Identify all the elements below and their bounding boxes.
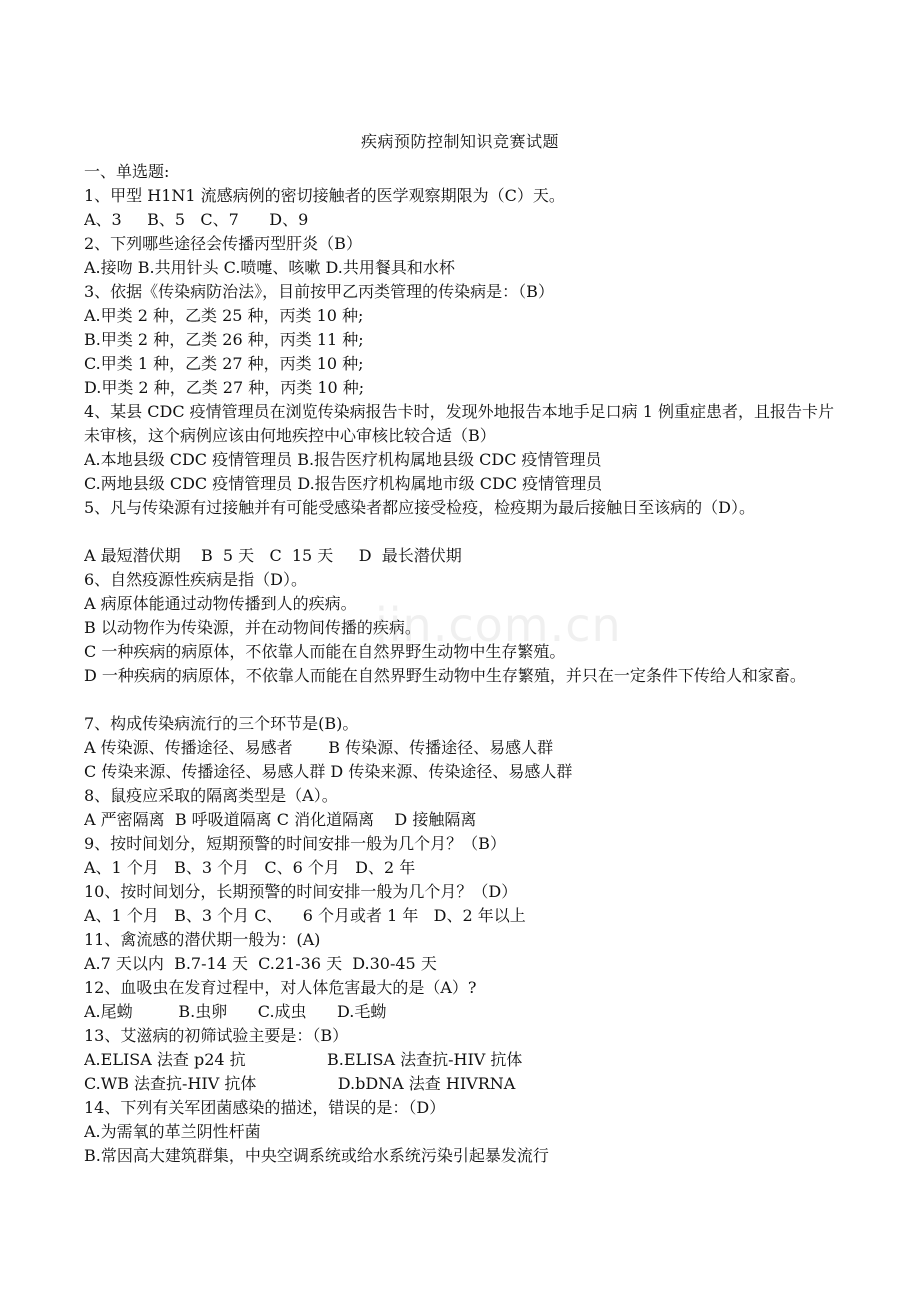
text-line: A 病原体能通过动物传播到人的疾病。 <box>84 594 357 613</box>
text-line: 14、下列有关军团菌感染的描述，错误的是：（D） <box>84 1098 446 1117</box>
text-line: D 一种疾病的病原体，不依靠人而能在自然界野生动物中生存繁殖，并只在一定条件下传给人和家畜。 <box>84 666 806 685</box>
text-line: A 严密隔离 B 呼吸道隔离 C 消化道隔离 D 接触隔离 <box>84 810 477 829</box>
text-line: 3、依据《传染病防治法》，目前按甲乙丙类管理的传染病是：（B） <box>84 282 554 301</box>
text-line: A、3 B、5 C、7 D、9 <box>84 210 309 229</box>
text-line: 一、单选题: <box>84 162 170 181</box>
text-line: A 传染源、传播途径、易感者 B 传染源、传播途径、易感人群 <box>84 738 554 757</box>
text-line: 8、鼠疫应采取的隔离类型是（A）。 <box>84 786 338 805</box>
watermark-text: jin.com.cn <box>375 598 622 652</box>
text-line: C 传染来源、传播途径、易感人群 D 传染来源、传染途径、易感人群 <box>84 762 573 781</box>
text-line: A.接吻 B.共用针头 C.喷嚏、咳嗽 D.共用餐具和水杯 <box>84 258 455 277</box>
text-line: C.甲类 1 种，乙类 27 种，丙类 10 种; <box>84 354 364 373</box>
text-line: 9、按时间划分，短期预警的时间安排一般为几个月？（B） <box>84 834 506 853</box>
text-line: A.尾蚴 B.虫卵 C.成虫 D.毛蚴 <box>84 1002 387 1021</box>
text-line: B.常因高大建筑群集，中央空调系统或给水系统污染引起暴发流行 <box>84 1146 549 1165</box>
text-line: 12、血吸虫在发育过程中，对人体危害最大的是（A）? <box>84 978 477 997</box>
text-line: C.两地县级 CDC 疫情管理员 D.报告医疗机构属地市级 CDC 疫情管理员 <box>84 474 603 493</box>
text-line: 4、某县 CDC 疫情管理员在浏览传染病报告卡时，发现外地报告本地手足口病 1 例重症患者，且报告卡片未审核，这个病例应该由何地疾控中心审核比较合适（B） <box>84 402 835 445</box>
text-line: 6、自然疫源性疾病是指（D）。 <box>84 570 308 589</box>
text-line: A.ELISA 法查 p24 抗 B.ELISA 法查抗-HIV 抗体 <box>84 1050 523 1069</box>
text-line: A 最短潜伏期 B 5 天 C 15 天 D 最长潜伏期 <box>84 546 462 565</box>
text-line: 1、甲型 H1N1 流感病例的密切接触者的医学观察期限为（C）天。 <box>84 186 565 205</box>
text-line: B.甲类 2 种，乙类 26 种，丙类 11 种; <box>84 330 364 349</box>
text-line: B 以动物作为传染源，并在动物间传播的疾病。 <box>84 618 421 637</box>
text-line: 11、禽流感的潜伏期一般为：(A) <box>84 930 321 949</box>
page-title: 疾病预防控制知识竞赛试题 <box>360 132 559 151</box>
text-line: A.7 天以内 B.7-14 天 C.21-36 天 D.30-45 天 <box>84 954 437 973</box>
text-line: C.WB 法查抗-HIV 抗体 D.bDNA 法查 HIVRNA <box>84 1074 516 1093</box>
text-line: A、1 个月 B、3 个月 C、6 个月 D、2 年 <box>84 858 416 877</box>
text-line: A.甲类 2 种，乙类 25 种，丙类 10 种; <box>84 306 364 325</box>
text-line: 2、下列哪些途径会传播丙型肝炎（B） <box>84 234 362 253</box>
text-line: C 一种疾病的病原体，不依靠人而能在自然界野生动物中生存繁殖。 <box>84 642 566 661</box>
text-line: A.为需氧的革兰阴性杆菌 <box>84 1122 261 1141</box>
text-line: A、1 个月 B、3 个月 C、 6 个月或者 1 年 D、2 年以上 <box>84 906 526 925</box>
text-line: 7、构成传染病流行的三个环节是(B)。 <box>84 714 359 733</box>
text-line: 5、凡与传染源有过接触并有可能受感染者都应接受检疫，检疫期为最后接触日至该病的（D）。 <box>84 498 756 517</box>
text-line: 10、按时间划分，长期预警的时间安排一般为几个月？（D） <box>84 882 518 901</box>
text-line: 13、艾滋病的初筛试验主要是：（B） <box>84 1026 349 1045</box>
question-list <box>84 160 844 1168</box>
text-line: D.甲类 2 种，乙类 27 种，丙类 10 种; <box>84 378 365 397</box>
text-line: A.本地县级 CDC 疫情管理员 B.报告医疗机构属地县级 CDC 疫情管理员 <box>84 450 602 469</box>
